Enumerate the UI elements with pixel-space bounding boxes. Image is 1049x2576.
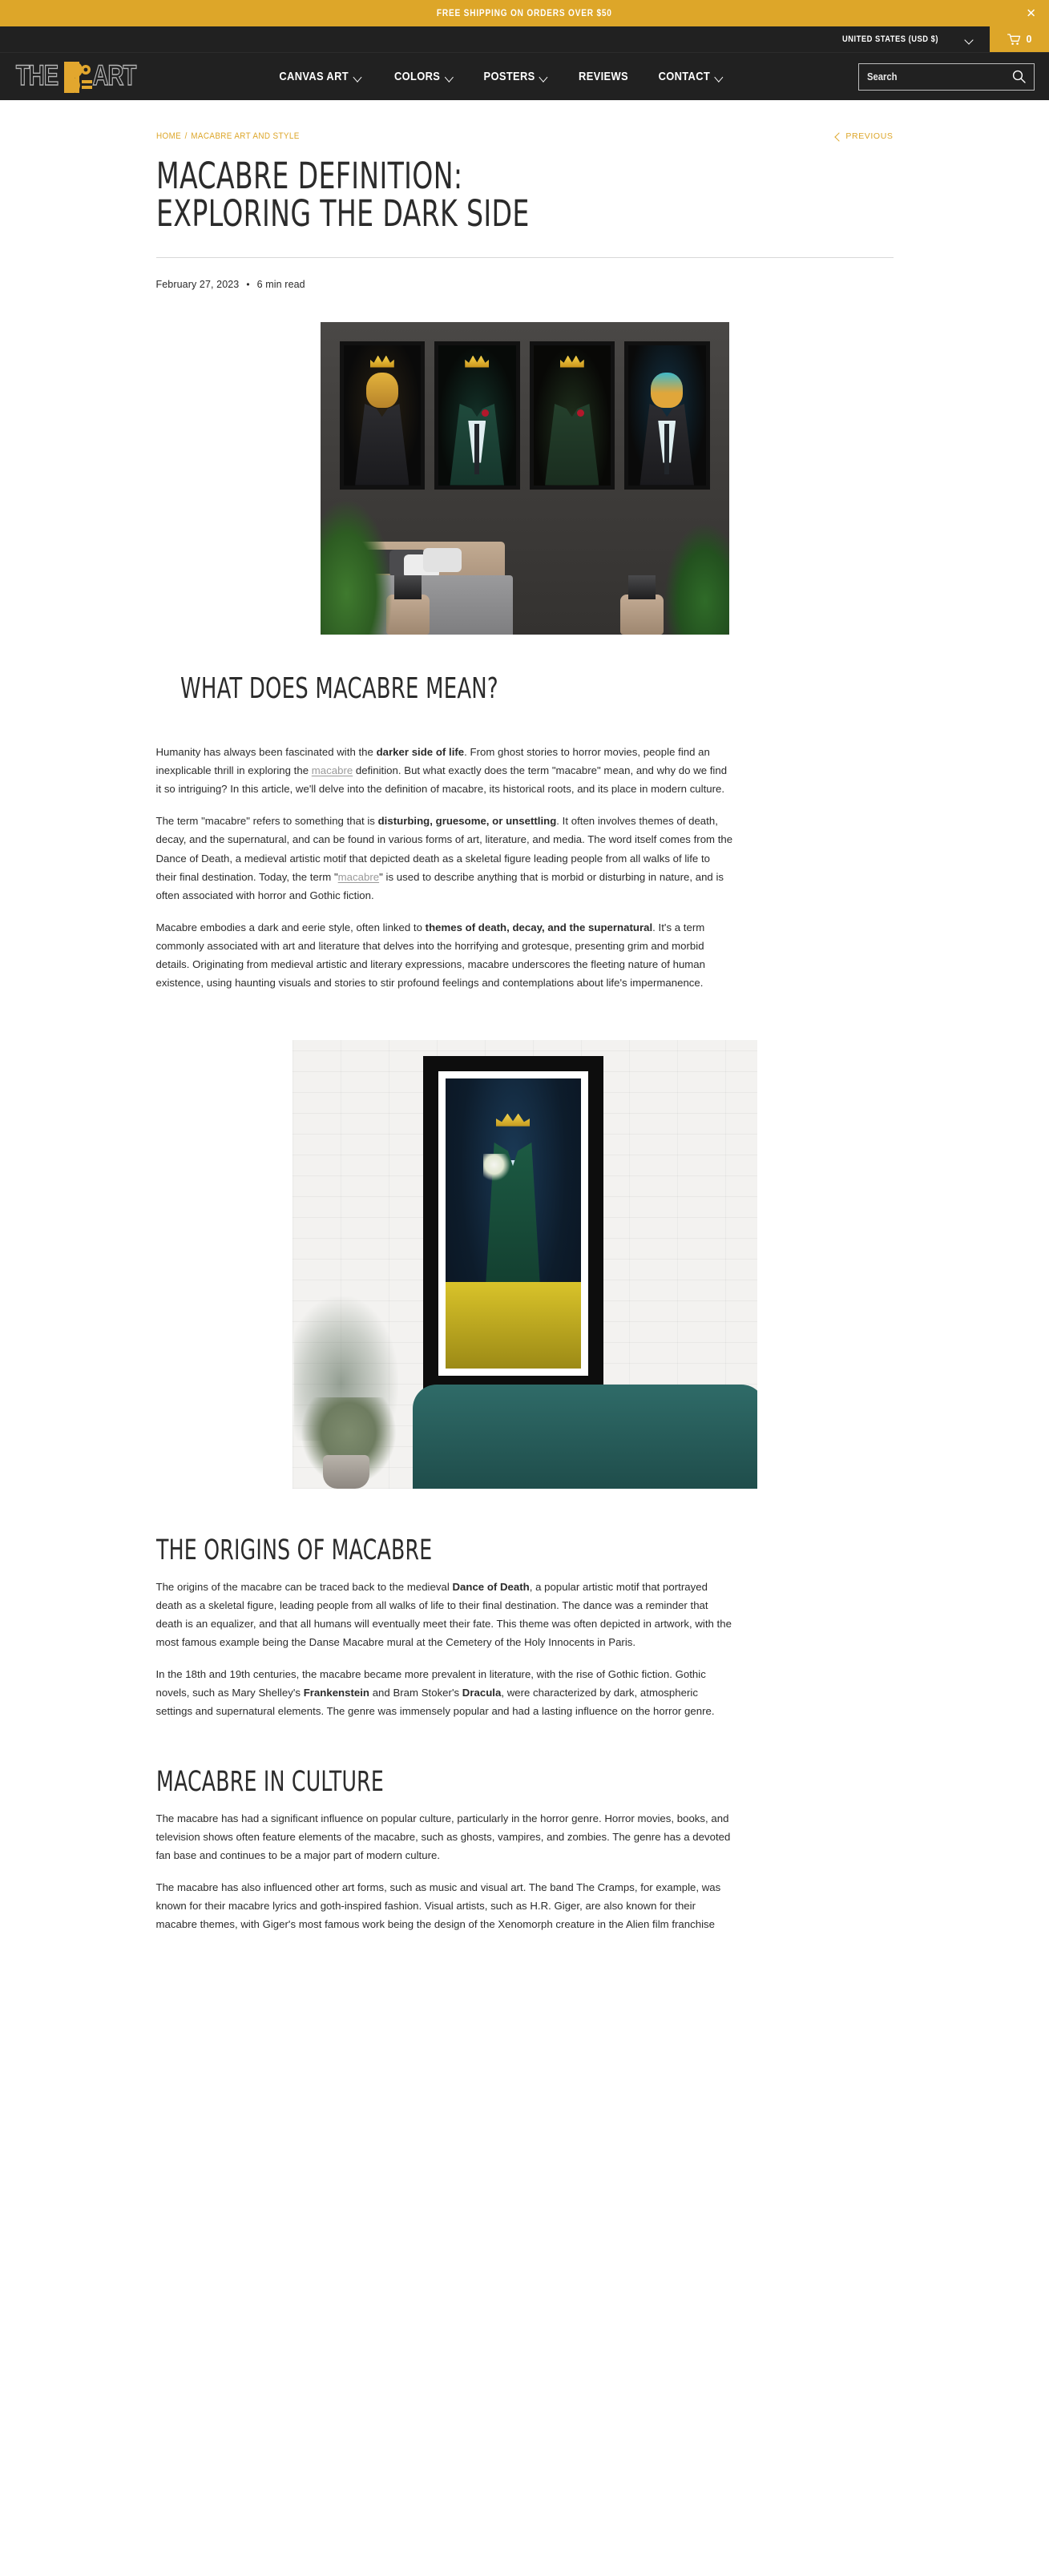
svg-text:ART: ART [92,58,136,91]
origins-section [156,1535,733,1566]
text-run-bold: Dance of Death [452,1580,530,1593]
text-run: definition. But what exactly does the term "macabre" mean, and why do we find it so intriguing? In this article, we'll delve into the definition of macabre, its historical roots, and its place in modern culture. [155,764,728,796]
article-body-origins [156,1578,733,1721]
cart-button[interactable] [990,26,1049,52]
lamp-right [628,575,656,599]
chevron-down-icon [540,74,548,80]
text-run: In the 18th and 19th centuries, the macabre became more prevalent in literature, with the rise of Gothic fiction. Gothic novels, such as Mary Shelley's [155,1668,706,1699]
chevron-down-icon [715,74,723,80]
what-does-mean-section [180,673,869,705]
nav-item-posters[interactable] [484,70,548,83]
nav-label: REVIEWS [578,70,628,83]
section-heading-culture: MACABRE IN CULTURE [155,1766,384,1799]
nav-label: COLORS [393,70,441,83]
plant-pot [323,1455,369,1489]
close-icon[interactable]: ✕ [1026,6,1036,20]
paragraph-2 [156,812,733,904]
utility-bar [0,26,1049,52]
site-logo[interactable] [14,58,159,95]
inline-link-macabre[interactable]: macabre [311,764,353,777]
search-box[interactable] [858,63,1035,91]
article-body-culture [156,1809,733,1934]
text-run: Humanity has always been fascinated with the [155,746,377,759]
crown-icon [496,1114,530,1127]
poster-mat [438,1071,588,1376]
nav-links [143,70,858,83]
post-date: February 27, 2023 [155,278,240,290]
inline-image-wrap [156,1040,894,1489]
poster-artwork [446,1078,581,1369]
inline-link-macabre[interactable]: macabre [337,870,380,883]
text-run: and Bram Stoker's [369,1687,462,1699]
chevron-down-icon [445,74,453,80]
nightstand-left [386,595,430,635]
breadcrumb-separator: / [184,131,188,141]
article-body-top [156,743,733,992]
read-time: 6 min read [256,278,305,290]
main-navigation [0,52,1049,100]
nightstand-right [620,595,664,635]
text-run: " is used to describe anything that is morbid or disturbing in nature, and is often associated with horror and Gothic fiction. [155,870,724,901]
paragraph-7: The macabre has also influenced other art forms, such as music and visual art. The band The Cramps, for example, was known for their macabre lyrics and goth-inspired fashion. Visual artists, such as H.R. Giger, are also known for their macabre themes, with Giger's most famous work being the design of the Xenomorph creature in the Alien film franchise [155,1881,721,1931]
inline-image-framed-poster [293,1040,757,1489]
previous-label: PREVIOUS [845,131,894,141]
chevron-left-icon [834,132,840,141]
text-run: Macabre embodies a dark and eerie style, often linked to [155,921,426,933]
nav-label: POSTERS [483,70,535,83]
svg-text:THE: THE [15,58,59,91]
sofa [413,1385,757,1489]
hero-image-wrap [156,322,894,635]
paragraph-5 [156,1665,733,1720]
framed-art-4 [624,341,710,490]
text-run: , were characterized by dark, atmospheric settings and supernatural elements. The genre was immensely popular and had a lasting influence on the horror genre. [155,1687,715,1718]
paragraph-6: The macabre has had a significant influence on popular culture, particularly in the horror genre. Horror movies, books, and television shows often feature elements of the macabre, such as ghosts, vampires, and zombies. The genre has a devoted fan base and continues to be a major part of modern culture. [155,1812,731,1862]
hero-image [321,322,729,635]
paragraph-4 [156,1578,733,1651]
announcement-text: FREE SHIPPING ON ORDERS OVER $50 [437,8,612,18]
chevron-down-icon [353,74,361,80]
logo-icon [14,59,155,95]
locale-label: UNITED STATES (USD $) [841,34,938,44]
breadcrumb-row [156,100,894,141]
plant-right [664,522,729,635]
page-title: MACABRE DEFINITION: EXPLORING THE DARK SIDE [155,155,530,236]
framed-art-2 [434,341,520,490]
poster-frame [423,1056,603,1391]
paragraph-3 [156,918,733,992]
breadcrumb-current[interactable]: MACABRE ART AND STYLE [190,131,300,141]
nav-item-contact[interactable] [658,70,723,83]
text-run-bold: darker side of life [376,746,465,759]
cart-icon [1007,34,1021,46]
text-run-bold: themes of death, decay, and the supernatural [425,921,653,933]
logo-mark [64,62,92,93]
content-container [156,100,894,1933]
announcement-bar [0,0,1049,26]
search-icon[interactable] [1012,70,1026,83]
nav-item-reviews[interactable] [579,70,628,83]
search-input[interactable] [867,71,998,83]
framed-art-1 [340,341,426,490]
nav-label: CONTACT [658,70,710,83]
nav-item-canvas-art[interactable] [280,70,362,83]
post-meta [156,279,894,290]
text-run: The origins of the macabre can be traced back to the medieval [155,1580,453,1593]
cart-count: 0 [1026,34,1032,45]
text-run: . It often involves themes of death, decay, and the supernatural, and can be found in various forms of art, literature, and media. The word itself comes from the Dance of Death, a medieval artistic motif that depicted death as a skeletal figure leading people from all walks of life to their final destination. Today, the term " [155,815,733,883]
text-run: . From ghost stories to horror movies, people find an inexplicable thrill in exploring the [155,746,710,777]
text-run-bold: disturbing, gruesome, or unsettling [377,815,557,828]
text-run-bold: Dracula [462,1687,502,1699]
culture-section [156,1767,733,1798]
chevron-down-icon [965,37,974,42]
breadcrumb [156,131,300,141]
section-heading-what-does-mean: WHAT DOES MACABRE MEAN? [180,671,498,705]
nav-label: CANVAS ART [279,70,349,83]
text-run: , a popular artistic motif that portrayed death as a skeletal figure, leading people from all walks of life to their final destination. The dance was a reminder that death is an equalizer, and that all humans will eventually meet their fate. This theme was often depicted in artwork, with the most famous example being the Danse Macabre mural at the Cemetery of the Holy Innocents in Paris. [155,1580,732,1648]
text-run-bold: Frankenstein [303,1687,370,1699]
section-heading-origins: THE ORIGINS OF MACABRE [155,1534,432,1567]
title-divider [156,257,894,258]
text-run: The term "macabre" refers to something that is [155,815,378,828]
page-body [0,100,1049,1933]
lamp-left [394,575,422,599]
nav-item-colors[interactable] [394,70,454,83]
breadcrumb-home[interactable]: HOME [155,131,181,141]
locale-selector[interactable] [826,26,990,52]
framed-art-row [321,341,729,490]
paragraph-1 [156,743,733,798]
pillow [423,548,462,572]
text-run: . It's a term commonly associated with art and literature that delves into the horrifying and grotesque, presenting grim and morbid details. Originating from medieval artistic and literary expressions, macabre underscores the fleeting nature of human existence, using haunting visuals and stories to stir profound feelings and contemplations about life's impermanence. [155,921,706,990]
previous-post-link[interactable] [834,131,893,141]
plant-left [321,498,393,635]
meta-bullet: • [246,278,250,290]
framed-art-3 [530,341,615,490]
